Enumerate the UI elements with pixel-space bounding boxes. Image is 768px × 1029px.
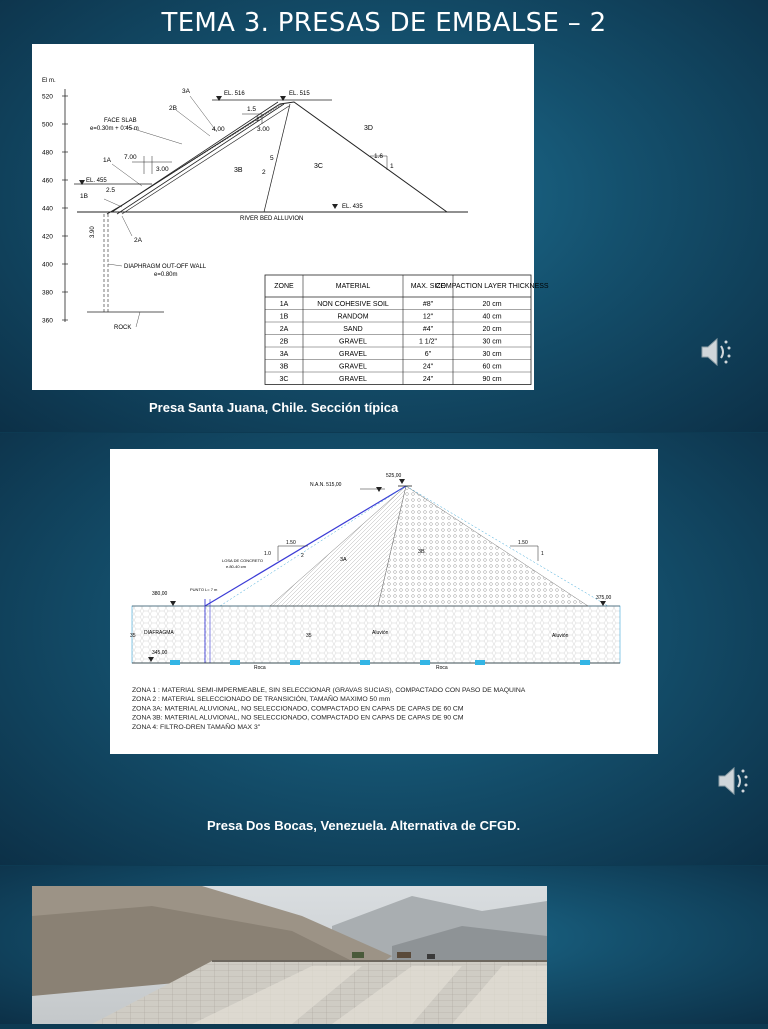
label-aluvion-1: Aluvión xyxy=(372,630,389,636)
label-dim-4-00: 4.00 xyxy=(212,126,225,133)
label-dim-35-a: 35 xyxy=(130,633,136,639)
table-cell: 24" xyxy=(422,363,434,371)
label-zone-1b: 1B xyxy=(80,193,88,200)
label-losa-thickness: e.80-40 cm xyxy=(226,564,247,569)
label-dim-1-5: 1.5 xyxy=(247,106,257,113)
label-zone-1a: 1A xyxy=(103,157,111,164)
table-cell: RANDOM xyxy=(337,313,369,321)
label-slope-left-a: 1.50 xyxy=(286,540,296,546)
label-zone-3b: 3B xyxy=(418,549,425,555)
table-cell: NON COHESIVE SOIL xyxy=(317,301,389,308)
y-tick-label: 420 xyxy=(42,233,53,241)
label-dim-5: 5 xyxy=(270,155,274,162)
zone-note: ZONA 4: FILTRO-DREN TAMAÑO MAX 3" xyxy=(132,723,261,731)
label-rock: ROCK xyxy=(114,325,132,331)
zone-note: ZONA 1 : MATERIAL SEMI-IMPERMEABLE, SIN SELECCIONAR (GRAVAS SUCIAS), COMPACTADO CON PASO DE MAQUINA xyxy=(132,687,526,694)
label-zone-3c: 3C xyxy=(314,163,323,170)
table-cell: #4" xyxy=(422,326,434,333)
label-zone-2b: 2B xyxy=(169,105,177,112)
santa-juana-drawing xyxy=(32,44,549,390)
slide-3 xyxy=(0,866,768,1024)
label-dim-35-b: 35 xyxy=(306,633,312,639)
dos-bocas-section-figure xyxy=(110,449,658,754)
table-cell: 3C xyxy=(279,376,289,383)
label-dim-1-6: 1.6 xyxy=(374,153,384,160)
y-tick-label: 440 xyxy=(42,205,53,213)
label-slope-right-b: 1 xyxy=(541,551,544,557)
label-dim-3-00-b: 3.00 xyxy=(156,166,169,173)
slide-title: TEMA 3. PRESAS DE EMBALSE – 2 xyxy=(161,8,607,38)
label-zone-2a: 2A xyxy=(134,237,142,244)
label-el-345: 345,00 xyxy=(152,650,168,656)
speaker-icon[interactable] xyxy=(696,332,736,372)
label-dim-3-90: 3.90 xyxy=(90,226,96,238)
label-river-bed-alluvion: RIVER BED ALLUVION xyxy=(240,216,304,222)
zone-note: ZONA 3B: MATERIAL ALUVIONAL, NO SELECCIONADO, COMPACTADO EN CAPAS DE CAPAS DE 90 CM xyxy=(132,714,464,722)
table-cell: 30 cm xyxy=(482,338,502,346)
table-cell: 24" xyxy=(422,376,434,383)
label-diaphragm-thickness: e=0.80m xyxy=(154,272,178,278)
dos-bocas-drawing xyxy=(110,449,658,754)
table-cell: 90 cm xyxy=(482,376,502,383)
y-tick-label: 400 xyxy=(42,261,53,269)
label-zone-3b: 3B xyxy=(234,167,243,174)
y-tick-label: 480 xyxy=(42,149,53,157)
table-cell: 60 cm xyxy=(482,363,502,371)
table-cell: 20 cm xyxy=(482,301,502,308)
label-dim-2: 2 xyxy=(262,169,266,176)
y-tick-label: 520 xyxy=(42,93,53,101)
table-cell: 3A xyxy=(279,351,289,358)
dam-photo-drawing xyxy=(32,886,547,1024)
label-slope-right-a: 1.50 xyxy=(518,540,528,546)
table-header-cell: ZONE xyxy=(274,283,294,290)
table-cell: 20 cm xyxy=(482,326,502,333)
table-cell: 12" xyxy=(422,313,434,321)
table-cell: GRAVEL xyxy=(339,351,367,358)
label-punto: PUNTO L= 7 m xyxy=(190,587,218,592)
table-cell: 2B xyxy=(279,338,289,346)
slide-1 xyxy=(0,0,768,432)
label-face-slab: FACE SLAB xyxy=(104,118,137,124)
y-tick-label: 380 xyxy=(42,289,53,297)
label-zone-2: 2 xyxy=(301,553,304,559)
y-tick-label: 460 xyxy=(42,177,53,185)
table-cell: GRAVEL xyxy=(339,338,367,346)
slide-2-caption: Presa Dos Bocas, Venezuela. Alternativa de CFGD. xyxy=(207,818,521,833)
label-slope-left-b: 1.0 xyxy=(264,551,271,557)
table-cell: 2A xyxy=(279,326,289,333)
label-el-375: 375,00 xyxy=(596,595,612,601)
table-cell: 6" xyxy=(424,351,432,358)
label-dim-3-00-a: 3.00 xyxy=(257,126,270,133)
label-zone-3d: 3D xyxy=(364,125,373,132)
label-el-380: 380,00 xyxy=(152,591,168,597)
table-header-cell: MATERIAL xyxy=(335,283,371,290)
label-dim-7-00: 7.00 xyxy=(124,154,137,161)
zone-notes xyxy=(132,687,526,731)
table-cell: 40 cm xyxy=(482,313,502,321)
zone-note: ZONA 2 : MATERIAL SELECCIONADO DE TRANSICIÓN, TAMAÑO MAXIMO 50 mm xyxy=(132,696,391,704)
table-cell: GRAVEL xyxy=(339,363,367,371)
slide-2 xyxy=(0,433,768,865)
table-header-cell: MAX. SIZE xyxy=(410,283,446,290)
table-cell: 1B xyxy=(279,313,289,321)
zone-materials-table xyxy=(265,275,549,385)
speaker-icon[interactable] xyxy=(713,761,753,801)
label-aluvion-2: Aluvión xyxy=(552,633,569,639)
table-cell: 1 1/2" xyxy=(418,338,438,346)
label-dim-2-5: 2.5 xyxy=(106,187,116,194)
santa-juana-section-figure xyxy=(32,44,549,390)
label-el-435: EL. 435 xyxy=(342,204,363,210)
label-roca-1: Roca xyxy=(254,665,266,671)
table-cell: 3B xyxy=(279,363,289,371)
slide-1-caption: Presa Santa Juana, Chile. Sección típica xyxy=(149,400,399,415)
y-axis-ticks xyxy=(42,94,68,325)
axis-label: El m. xyxy=(42,78,56,84)
table-cell: SAND xyxy=(343,326,363,333)
label-el-516: EL. 516 xyxy=(224,91,245,97)
label-diafragma: DIAFRAGMA xyxy=(144,630,174,636)
label-dim-1-a: 1 xyxy=(256,116,260,123)
y-tick-label: 360 xyxy=(42,317,53,325)
label-nan: N.A.N. 515,00 xyxy=(310,482,342,488)
label-zone-3a: 3A xyxy=(182,88,190,95)
label-losa-concreto: LOSA DE CONCRETO xyxy=(222,558,264,563)
label-diaphragm-wall: DIAPHRAGM OUT-OFF WALL xyxy=(124,264,207,270)
y-tick-label: 500 xyxy=(42,121,53,129)
label-el-515: EL. 515 xyxy=(289,91,310,97)
table-cell: GRAVEL xyxy=(339,376,367,383)
label-face-slab-thickness: e=0.30m + 0.45 m xyxy=(90,126,139,132)
label-roca-2: Roca xyxy=(436,665,448,671)
dam-construction-photo xyxy=(32,886,547,1024)
label-dim-1-b: 1 xyxy=(390,163,394,170)
table-cell: 30 cm xyxy=(482,351,502,358)
label-zone-3a: 3A xyxy=(340,557,347,563)
label-crest-elevation: 525,00 xyxy=(386,473,402,479)
zone-note: ZONA 3A: MATERIAL ALUVIONAL, NO SELECCIONADO, COMPACTADO EN CAPAS DE CAPAS DE 60 CM xyxy=(132,705,464,713)
label-el-455: EL. 455 xyxy=(86,178,107,184)
table-cell: 1A xyxy=(279,301,289,308)
table-header-cell: COMPACTION LAYER THICKNESS xyxy=(435,283,549,290)
table-cell: #8" xyxy=(422,301,434,308)
